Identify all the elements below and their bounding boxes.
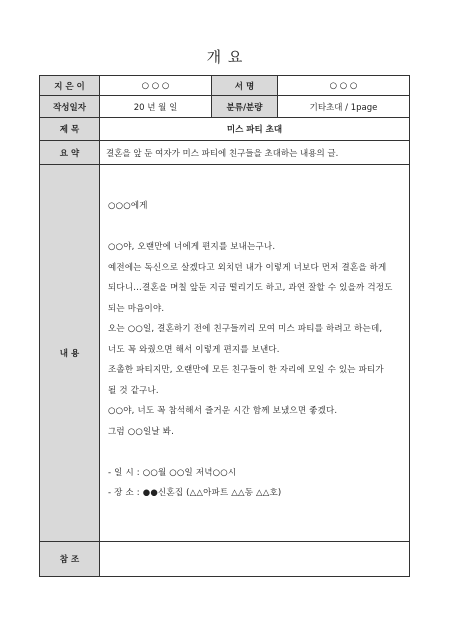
content-row [40,165,410,542]
summary-form-table [39,75,410,577]
letter-line: ○○야, 오랜만에 너에게 편지를 보내는구나. [108,242,276,252]
letter-line: 될 것 같구나. [108,385,159,396]
author-label: 지 은 이 [40,76,100,96]
letter-line: 조촐한 파티지만, 오랜만에 모든 친구들이 한 자리에 모일 수 있는 파티가 [108,365,384,375]
content-body [100,165,410,542]
subject-label: 제 목 [40,118,100,141]
letter-greeting: ○○○에게 [108,201,148,211]
letter-line: ○○야, 너도 꼭 참석해서 즐거운 시간 함께 보냈으면 좋겠다. [108,406,338,416]
signature-value: ○ ○ ○ [278,76,410,96]
content-label: 내 용 [40,165,100,542]
summary-row [40,141,410,165]
category-value: 기타초대 / 1page [278,96,410,118]
reference-row [40,542,410,577]
letter-line: 너도 꼭 와줬으면 해서 이렇게 편지를 보낸다. [108,344,280,355]
date-row [40,96,410,118]
letter-line: 되는 마음이야. [108,303,165,314]
event-place: - 장 소 : ●●신혼집 (△△아파트 △△동 △△호) [108,488,282,498]
reference-label: 참 조 [40,542,100,577]
summary-value: 결혼을 앞 둔 여자가 미스 파티에 친구들을 초대하는 내용의 글. [100,141,410,165]
letter-line: 오는 ○○일, 결혼하기 전에 친구들끼리 모여 미스 파티를 하려고 하는데, [108,324,383,334]
author-row [40,76,410,96]
document-title: 개 요 [206,48,244,66]
date-label: 작성일자 [40,96,100,118]
summary-label: 요 약 [40,141,100,165]
letter-line: 예전에는 독신으로 살겠다고 외치던 내가 이렇게 너보다 먼저 결혼을 하게 [108,262,387,273]
reference-value [100,542,410,577]
signature-label: 서 명 [212,76,278,96]
author-value: ○ ○ ○ [100,76,212,96]
letter-line: 그럼 ○○일날 봐. [108,426,174,437]
subject-value: 미스 파티 초대 [100,118,410,141]
date-value: 20 년 월 일 [100,96,212,118]
event-time: - 일 시 : ○○월 ○○일 저녁○○시 [108,467,237,478]
subject-row [40,118,410,141]
letter-line: 되다니...결혼을 며칠 앞둔 지금 떨리기도 하고, 과연 잘할 수 있을까 걱정도 [108,283,393,293]
category-label: 분류/분량 [212,96,278,118]
